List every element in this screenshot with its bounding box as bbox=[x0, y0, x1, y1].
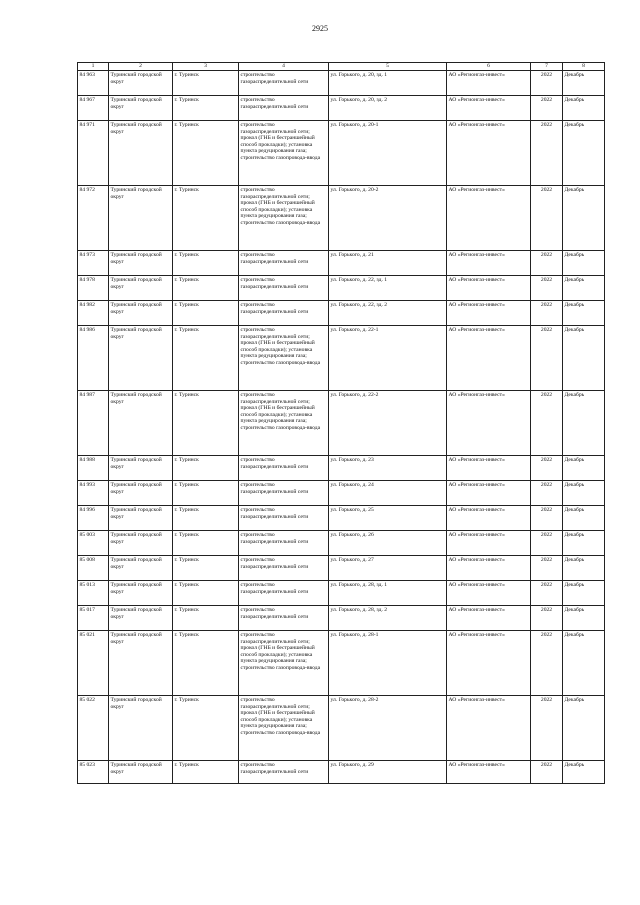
address-cell: ул. Горького, д. 20-2 bbox=[329, 186, 447, 251]
month-cell: Декабрь bbox=[563, 301, 605, 326]
town-cell: г. Туринск bbox=[173, 556, 239, 581]
row-number: 84 971 bbox=[78, 121, 109, 186]
town-cell: г. Туринск bbox=[173, 606, 239, 631]
address-cell: ул. Горького, д. 23 bbox=[329, 456, 447, 481]
column-header: 1 bbox=[78, 63, 109, 71]
district-cell: Туринский городской округ bbox=[109, 481, 173, 506]
town-cell: г. Туринск bbox=[173, 391, 239, 456]
town-cell: г. Туринск bbox=[173, 186, 239, 251]
year-cell: 2022 bbox=[531, 696, 563, 761]
month-cell: Декабрь bbox=[563, 506, 605, 531]
table-row bbox=[78, 631, 605, 696]
table-row bbox=[78, 71, 605, 96]
district-cell: Туринский городской округ bbox=[109, 251, 173, 276]
district-cell: Туринский городской округ bbox=[109, 581, 173, 606]
address-cell: ул. Горького, д. 28-2 bbox=[329, 696, 447, 761]
table-row bbox=[78, 456, 605, 481]
year-cell: 2022 bbox=[531, 301, 563, 326]
row-number: 84 972 bbox=[78, 186, 109, 251]
row-number: 84 982 bbox=[78, 301, 109, 326]
table-row bbox=[78, 606, 605, 631]
year-cell: 2022 bbox=[531, 606, 563, 631]
work-type-cell: строительство газораспределительной сети bbox=[239, 761, 329, 784]
address-cell: ул. Горького, д. 25 bbox=[329, 506, 447, 531]
table-row bbox=[78, 276, 605, 301]
month-cell: Декабрь bbox=[563, 391, 605, 456]
district-cell: Туринский городской округ bbox=[109, 531, 173, 556]
address-cell: ул. Горького, д. 28, зд. 2 bbox=[329, 606, 447, 631]
work-type-cell: строительство газораспределительной сети bbox=[239, 481, 329, 506]
register-table bbox=[77, 62, 605, 784]
table-row bbox=[78, 326, 605, 391]
district-cell: Туринский городской округ bbox=[109, 506, 173, 531]
table-row bbox=[78, 581, 605, 606]
table-row bbox=[78, 481, 605, 506]
town-cell: г. Туринск bbox=[173, 506, 239, 531]
district-cell: Туринский городской округ bbox=[109, 606, 173, 631]
district-cell: Туринский городской округ bbox=[109, 696, 173, 761]
row-number: 85 008 bbox=[78, 556, 109, 581]
company-cell: АО «Регионгаз-инвест» bbox=[447, 581, 531, 606]
work-type-cell: строительство газораспределительной сети; прокол (ГНБ и бестраншейный способ прокладки); установка пункта редуцирования газа; строительство газопровода-ввода bbox=[239, 326, 329, 391]
address-cell: ул. Горького, д. 20, зд. 1 bbox=[329, 71, 447, 96]
year-cell: 2022 bbox=[531, 506, 563, 531]
year-cell: 2022 bbox=[531, 251, 563, 276]
work-type-cell: строительство газораспределительной сети bbox=[239, 276, 329, 301]
table-row bbox=[78, 391, 605, 456]
month-cell: Декабрь bbox=[563, 186, 605, 251]
company-cell: АО «Регионгаз-инвест» bbox=[447, 761, 531, 784]
address-cell: ул. Горького, д. 22-2 bbox=[329, 391, 447, 456]
month-cell: Декабрь bbox=[563, 761, 605, 784]
work-type-cell: строительство газораспределительной сети bbox=[239, 456, 329, 481]
address-cell: ул. Горького, д. 26 bbox=[329, 531, 447, 556]
town-cell: г. Туринск bbox=[173, 696, 239, 761]
work-type-cell: строительство газораспределительной сети bbox=[239, 96, 329, 121]
company-cell: АО «Регионгаз-инвест» bbox=[447, 301, 531, 326]
year-cell: 2022 bbox=[531, 631, 563, 696]
company-cell: АО «Регионгаз-инвест» bbox=[447, 71, 531, 96]
company-cell: АО «Регионгаз-инвест» bbox=[447, 481, 531, 506]
town-cell: г. Туринск bbox=[173, 276, 239, 301]
district-cell: Туринский городской округ bbox=[109, 71, 173, 96]
table-row bbox=[78, 696, 605, 761]
row-number: 84 963 bbox=[78, 71, 109, 96]
month-cell: Декабрь bbox=[563, 326, 605, 391]
column-header: 4 bbox=[239, 63, 329, 71]
company-cell: АО «Регионгаз-инвест» bbox=[447, 96, 531, 121]
company-cell: АО «Регионгаз-инвест» bbox=[447, 121, 531, 186]
row-number: 85 017 bbox=[78, 606, 109, 631]
address-cell: ул. Горького, д. 24 bbox=[329, 481, 447, 506]
column-header: 3 bbox=[173, 63, 239, 71]
month-cell: Декабрь bbox=[563, 456, 605, 481]
column-header: 2 bbox=[109, 63, 173, 71]
work-type-cell: строительство газораспределительной сети bbox=[239, 606, 329, 631]
table-row bbox=[78, 556, 605, 581]
month-cell: Декабрь bbox=[563, 276, 605, 301]
page-number: 2925 bbox=[312, 24, 328, 33]
table-row bbox=[78, 506, 605, 531]
year-cell: 2022 bbox=[531, 276, 563, 301]
month-cell: Декабрь bbox=[563, 556, 605, 581]
company-cell: АО «Регионгаз-инвест» bbox=[447, 186, 531, 251]
company-cell: АО «Регионгаз-инвест» bbox=[447, 251, 531, 276]
address-cell: ул. Горького, д. 27 bbox=[329, 556, 447, 581]
month-cell: Декабрь bbox=[563, 71, 605, 96]
company-cell: АО «Регионгаз-инвест» bbox=[447, 276, 531, 301]
company-cell: АО «Регионгаз-инвест» bbox=[447, 696, 531, 761]
district-cell: Туринский городской округ bbox=[109, 391, 173, 456]
year-cell: 2022 bbox=[531, 531, 563, 556]
address-cell: ул. Горького, д. 22, зд. 2 bbox=[329, 301, 447, 326]
town-cell: г. Туринск bbox=[173, 761, 239, 784]
year-cell: 2022 bbox=[531, 391, 563, 456]
address-cell: ул. Горького, д. 20, зд. 2 bbox=[329, 96, 447, 121]
row-number: 84 973 bbox=[78, 251, 109, 276]
column-number-row bbox=[78, 63, 605, 71]
address-cell: ул. Горького, д. 20-1 bbox=[329, 121, 447, 186]
town-cell: г. Туринск bbox=[173, 481, 239, 506]
table-row bbox=[78, 251, 605, 276]
table-row bbox=[78, 186, 605, 251]
address-cell: ул. Горького, д. 21 bbox=[329, 251, 447, 276]
year-cell: 2022 bbox=[531, 121, 563, 186]
work-type-cell: строительство газораспределительной сети; прокол (ГНБ и бестраншейный способ прокладки); установка пункта редуцирования газа; строительство газопровода-ввода bbox=[239, 631, 329, 696]
table-row bbox=[78, 121, 605, 186]
work-type-cell: строительство газораспределительной сети bbox=[239, 581, 329, 606]
town-cell: г. Туринск bbox=[173, 121, 239, 186]
district-cell: Туринский городской округ bbox=[109, 456, 173, 481]
column-header: 7 bbox=[531, 63, 563, 71]
work-type-cell: строительство газораспределительной сети bbox=[239, 531, 329, 556]
year-cell: 2022 bbox=[531, 556, 563, 581]
row-number: 84 988 bbox=[78, 456, 109, 481]
work-type-cell: строительство газораспределительной сети; прокол (ГНБ и бестраншейный способ прокладки); установка пункта редуцирования газа; строительство газопровода-ввода bbox=[239, 391, 329, 456]
row-number: 85 003 bbox=[78, 531, 109, 556]
town-cell: г. Туринск bbox=[173, 631, 239, 696]
year-cell: 2022 bbox=[531, 456, 563, 481]
address-cell: ул. Горького, д. 22, зд. 1 bbox=[329, 276, 447, 301]
month-cell: Декабрь bbox=[563, 121, 605, 186]
year-cell: 2022 bbox=[531, 71, 563, 96]
company-cell: АО «Регионгаз-инвест» bbox=[447, 531, 531, 556]
year-cell: 2022 bbox=[531, 481, 563, 506]
column-header: 6 bbox=[447, 63, 531, 71]
row-number: 85 022 bbox=[78, 696, 109, 761]
district-cell: Туринский городской округ bbox=[109, 96, 173, 121]
address-cell: ул. Горького, д. 28, зд. 1 bbox=[329, 581, 447, 606]
district-cell: Туринский городской округ bbox=[109, 761, 173, 784]
table-row bbox=[78, 96, 605, 121]
town-cell: г. Туринск bbox=[173, 456, 239, 481]
column-header: 8 bbox=[563, 63, 605, 71]
column-header: 5 bbox=[329, 63, 447, 71]
month-cell: Декабрь bbox=[563, 631, 605, 696]
company-cell: АО «Регионгаз-инвест» bbox=[447, 326, 531, 391]
town-cell: г. Туринск bbox=[173, 251, 239, 276]
row-number: 85 023 bbox=[78, 761, 109, 784]
year-cell: 2022 bbox=[531, 761, 563, 784]
month-cell: Декабрь bbox=[563, 96, 605, 121]
table-row bbox=[78, 531, 605, 556]
work-type-cell: строительство газораспределительной сети bbox=[239, 556, 329, 581]
address-cell: ул. Горького, д. 22-1 bbox=[329, 326, 447, 391]
company-cell: АО «Регионгаз-инвест» bbox=[447, 456, 531, 481]
month-cell: Декабрь bbox=[563, 606, 605, 631]
district-cell: Туринский городской округ bbox=[109, 301, 173, 326]
work-type-cell: строительство газораспределительной сети bbox=[239, 71, 329, 96]
year-cell: 2022 bbox=[531, 186, 563, 251]
month-cell: Декабрь bbox=[563, 696, 605, 761]
town-cell: г. Туринск bbox=[173, 326, 239, 391]
work-type-cell: строительство газораспределительной сети; прокол (ГНБ и бестраншейный способ прокладки); установка пункта редуцирования газа; строительство газопровода-ввода bbox=[239, 121, 329, 186]
company-cell: АО «Регионгаз-инвест» bbox=[447, 391, 531, 456]
town-cell: г. Туринск bbox=[173, 301, 239, 326]
row-number: 84 996 bbox=[78, 506, 109, 531]
table-row bbox=[78, 301, 605, 326]
company-cell: АО «Регионгаз-инвест» bbox=[447, 631, 531, 696]
district-cell: Туринский городской округ bbox=[109, 121, 173, 186]
district-cell: Туринский городской округ bbox=[109, 631, 173, 696]
work-type-cell: строительство газораспределительной сети bbox=[239, 251, 329, 276]
company-cell: АО «Регионгаз-инвест» bbox=[447, 506, 531, 531]
address-cell: ул. Горького, д. 29 bbox=[329, 761, 447, 784]
town-cell: г. Туринск bbox=[173, 581, 239, 606]
month-cell: Декабрь bbox=[563, 581, 605, 606]
year-cell: 2022 bbox=[531, 581, 563, 606]
town-cell: г. Туринск bbox=[173, 96, 239, 121]
row-number: 84 978 bbox=[78, 276, 109, 301]
district-cell: Туринский городской округ bbox=[109, 326, 173, 391]
month-cell: Декабрь bbox=[563, 251, 605, 276]
work-type-cell: строительство газораспределительной сети; прокол (ГНБ и бестраншейный способ прокладки); установка пункта редуцирования газа; строительство газопровода-ввода bbox=[239, 186, 329, 251]
company-cell: АО «Регионгаз-инвест» bbox=[447, 606, 531, 631]
row-number: 84 993 bbox=[78, 481, 109, 506]
address-cell: ул. Горького, д. 28-1 bbox=[329, 631, 447, 696]
row-number: 85 013 bbox=[78, 581, 109, 606]
row-number: 84 967 bbox=[78, 96, 109, 121]
month-cell: Декабрь bbox=[563, 531, 605, 556]
year-cell: 2022 bbox=[531, 326, 563, 391]
row-number: 84 987 bbox=[78, 391, 109, 456]
table-row bbox=[78, 761, 605, 784]
work-type-cell: строительство газораспределительной сети; прокол (ГНБ и бестраншейный способ прокладки); установка пункта редуцирования газа; строительство газопровода-ввода bbox=[239, 696, 329, 761]
row-number: 85 021 bbox=[78, 631, 109, 696]
district-cell: Туринский городской округ bbox=[109, 186, 173, 251]
year-cell: 2022 bbox=[531, 96, 563, 121]
work-type-cell: строительство газораспределительной сети bbox=[239, 301, 329, 326]
town-cell: г. Туринск bbox=[173, 531, 239, 556]
district-cell: Туринский городской округ bbox=[109, 556, 173, 581]
month-cell: Декабрь bbox=[563, 481, 605, 506]
town-cell: г. Туринск bbox=[173, 71, 239, 96]
row-number: 84 986 bbox=[78, 326, 109, 391]
district-cell: Туринский городской округ bbox=[109, 276, 173, 301]
company-cell: АО «Регионгаз-инвест» bbox=[447, 556, 531, 581]
work-type-cell: строительство газораспределительной сети bbox=[239, 506, 329, 531]
